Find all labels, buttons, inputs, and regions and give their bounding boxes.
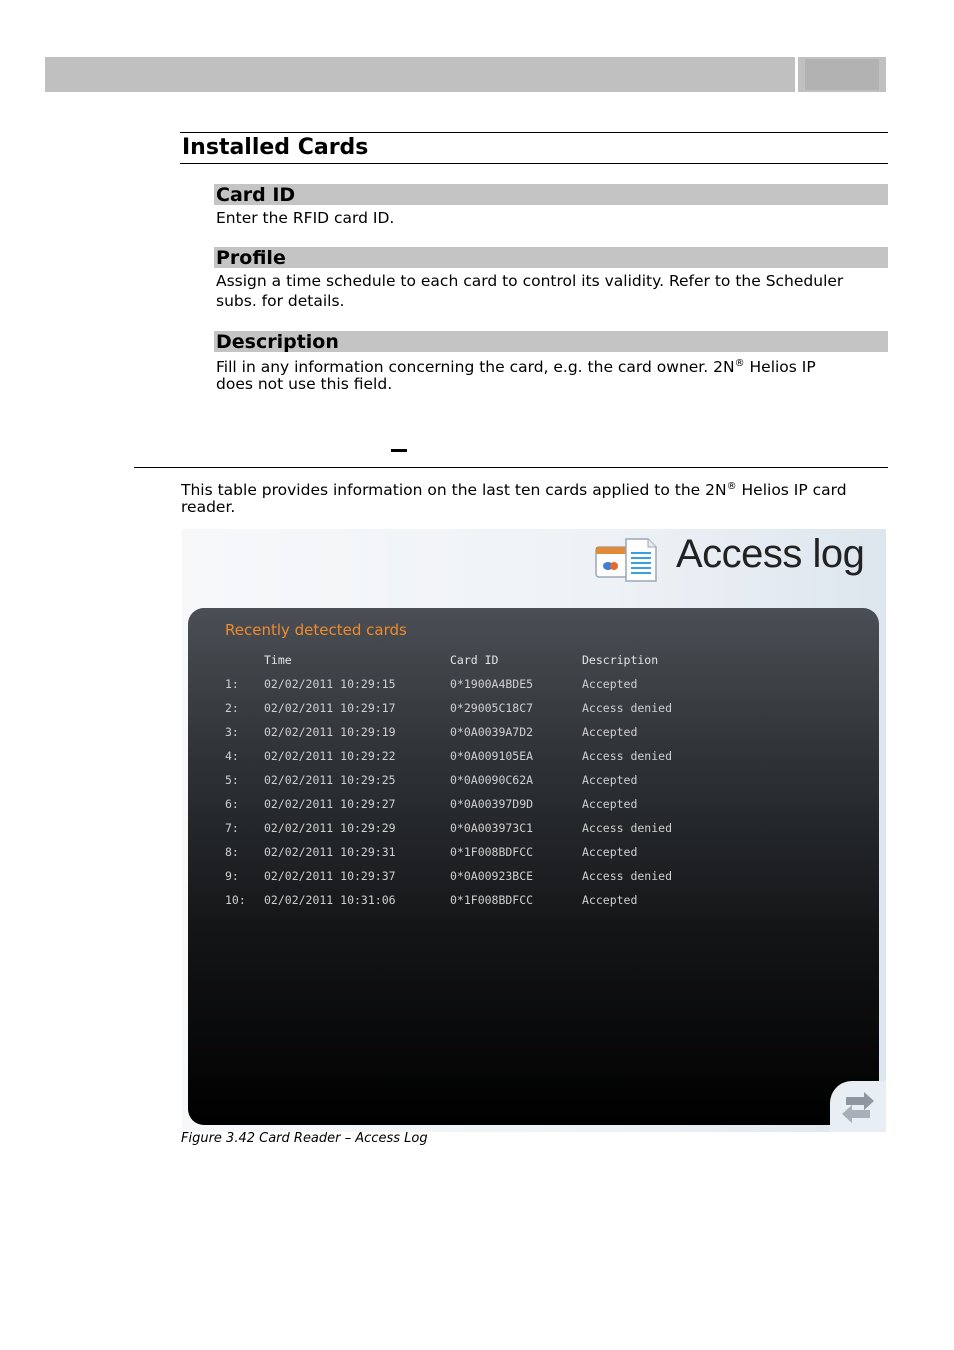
column-header-description: Description (582, 653, 659, 667)
recent-cards-panel (188, 608, 879, 1125)
row-description: Accepted (582, 797, 638, 811)
row-number: 8: (225, 845, 239, 859)
column-header-time: Time (264, 653, 292, 667)
subheading-label: Profile (216, 247, 286, 269)
row-card-id: 0*0A0039A7D2 (450, 725, 534, 739)
column-header-card-id: Card ID (450, 653, 499, 667)
header-bar-main (45, 57, 795, 92)
row-card-id: 0*1900A4BDE5 (450, 677, 534, 691)
row-number: 7: (225, 821, 239, 835)
refresh-button[interactable] (830, 1081, 886, 1132)
row-time: 02/02/2011 10:29:17 (264, 701, 396, 715)
row-time: 02/02/2011 10:29:22 (264, 749, 396, 763)
row-description: Access denied (582, 821, 673, 835)
row-number: 5: (225, 773, 239, 787)
access-intro-line2: reader. (181, 498, 236, 516)
row-card-id: 0*29005C18C7 (450, 701, 534, 715)
row-description: Accepted (582, 677, 638, 691)
description-text-b: Helios IP (744, 358, 816, 377)
row-card-id: 0*0A003973C1 (450, 821, 534, 835)
subheading-description (214, 331, 888, 352)
row-description: Access denied (582, 749, 673, 763)
row-time: 02/02/2011 10:29:25 (264, 773, 396, 787)
row-number: 10: (225, 893, 246, 907)
row-description: Accepted (582, 773, 638, 787)
subheading-card-id (214, 184, 888, 205)
row-number: 3: (225, 725, 239, 739)
row-number: 9: (225, 869, 239, 883)
row-time: 02/02/2011 10:29:15 (264, 677, 396, 691)
row-card-id: 0*0A009105EA (450, 749, 534, 763)
subheading-label: Description (216, 331, 339, 353)
row-card-id: 0*0A00397D9D (450, 797, 534, 811)
card-id-text: Enter the RFID card ID. (216, 209, 395, 227)
row-description: Accepted (582, 725, 638, 739)
row-number: 1: (225, 677, 239, 691)
row-description: Access denied (582, 701, 673, 715)
row-description: Access denied (582, 869, 673, 883)
row-number: 6: (225, 797, 239, 811)
row-time: 02/02/2011 10:29:27 (264, 797, 396, 811)
row-time: 02/02/2011 10:29:29 (264, 821, 396, 835)
section-heading-installed-cards (180, 132, 888, 164)
row-time: 02/02/2011 10:29:37 (264, 869, 396, 883)
profile-text-line2: subs. for details. (216, 292, 345, 310)
row-card-id: 0*1F008BDFCC (450, 845, 534, 859)
row-card-id: 0*0A0090C62A (450, 773, 534, 787)
row-time: 02/02/2011 10:29:31 (264, 845, 396, 859)
header-bar-page-box-inner (805, 59, 879, 90)
description-text-line2: does not use this field. (216, 375, 393, 393)
panel-title: Recently detected cards (225, 621, 407, 639)
subheading-label: Card ID (216, 184, 296, 206)
access-log-title: Access log (676, 532, 865, 576)
row-time: 02/02/2011 10:31:06 (264, 893, 396, 907)
heading-dash-mark (391, 449, 407, 452)
row-description: Accepted (582, 845, 638, 859)
registered-mark: ® (734, 358, 745, 369)
row-description: Accepted (582, 893, 638, 907)
profile-text-line1: Assign a time schedule to each card to control its validity. Refer to the Scheduler (216, 272, 844, 290)
access-intro-line1 (181, 477, 847, 500)
access-log-screenshot (182, 529, 886, 1132)
subheading-profile (214, 247, 888, 268)
section-rule-access-log (134, 467, 888, 468)
row-card-id: 0*1F008BDFCC (450, 893, 534, 907)
access-log-card-icon (594, 535, 660, 585)
row-number: 4: (225, 749, 239, 763)
description-text-a: Fill in any information concerning the card, e.g. the card owner. 2N (216, 358, 735, 377)
section-title: Installed Cards (182, 135, 369, 160)
refresh-icon (830, 1081, 886, 1132)
access-intro-b: Helios IP card (736, 481, 847, 500)
row-time: 02/02/2011 10:29:19 (264, 725, 396, 739)
row-number: 2: (225, 701, 239, 715)
row-card-id: 0*0A00923BCE (450, 869, 534, 883)
page-header-bar (45, 57, 886, 92)
figure-caption: Figure 3.42 Card Reader – Access Log (181, 1131, 428, 1146)
access-intro-a: This table provides information on the last ten cards applied to the 2N (181, 481, 727, 500)
registered-mark: ® (726, 481, 737, 492)
